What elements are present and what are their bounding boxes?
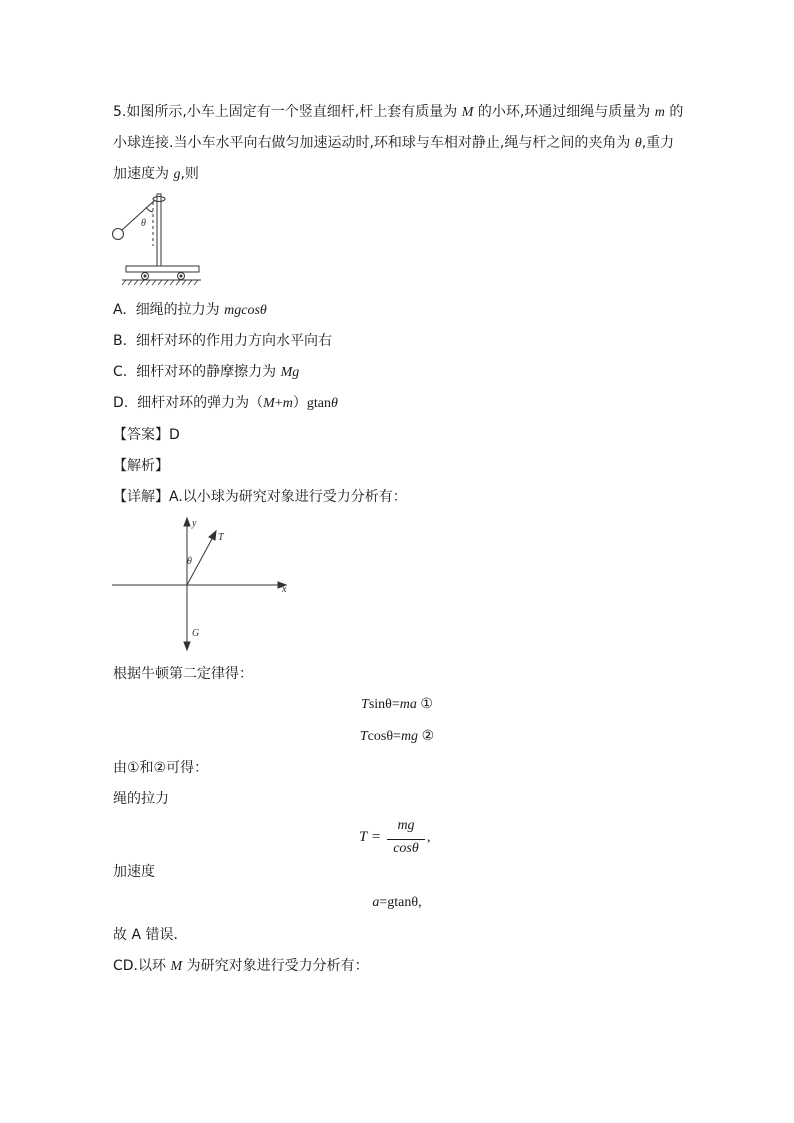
option-d-label: D. xyxy=(113,395,129,411)
y-axis-arrow xyxy=(184,518,190,526)
symbol-M: M xyxy=(461,105,474,120)
option-b-text: 细杆对环的作用力方向水平向右 xyxy=(135,333,332,349)
detail-text: A.以小球为研究对象进行受力分析有： xyxy=(169,489,407,505)
fraction-lhs: T = xyxy=(359,829,381,845)
equation-1: Tsinθ=ma ① xyxy=(361,697,433,712)
tension-label: T xyxy=(218,532,224,543)
tension-fraction: T = mg cosθ , xyxy=(359,818,431,856)
symbol-theta: θ xyxy=(634,136,642,151)
symbol-M: M xyxy=(263,396,275,411)
question-text: 加速度为 xyxy=(113,166,174,182)
ball xyxy=(113,229,124,240)
cart-pendulum-figure xyxy=(108,188,208,292)
analysis-label: 【解析】 xyxy=(113,458,169,474)
answer-line xyxy=(113,425,180,445)
fraction-numerator: mg xyxy=(397,818,415,833)
option-c-text: 细杆对环的静摩擦力为 xyxy=(136,364,281,380)
equation-2: Tcosθ=mg ② xyxy=(359,729,435,744)
cart-body xyxy=(126,266,199,272)
fraction-denominator: cosθ xyxy=(393,841,419,856)
question-line-1 xyxy=(113,102,683,123)
from-text: 由①和②可得： xyxy=(113,760,209,776)
newton-intro: 根据牛顿第二定律得： xyxy=(113,666,253,682)
option-a xyxy=(113,300,267,321)
symbol-m: m xyxy=(282,396,293,411)
cd-intro: CD.以环 M 为研究对象进行受力分析有： xyxy=(113,958,369,974)
detail-label: 【详解】 xyxy=(113,489,169,505)
answer-value: D xyxy=(169,427,180,443)
gravity-label: G xyxy=(192,628,200,639)
tension-arrow xyxy=(209,531,216,540)
plus-sign: + xyxy=(274,396,283,411)
theta-label: θ xyxy=(187,556,192,567)
ground-hatching xyxy=(122,280,198,285)
question-text: 的小环,环通过细绳与质量为 xyxy=(473,104,655,120)
equation-tag-1: ① xyxy=(416,697,433,712)
option-c xyxy=(113,362,299,383)
acceleration-equation: a=gtanθ, xyxy=(372,895,422,910)
option-c-math: Mg xyxy=(280,365,300,380)
symbol-theta: θ xyxy=(330,396,338,411)
question-text: ,重力 xyxy=(641,135,675,151)
conclusion-a: 故 A 错误． xyxy=(113,927,188,943)
option-a-text: 细绳的拉力为 xyxy=(135,302,225,318)
symbol-m: m xyxy=(654,105,665,120)
vertical-pole xyxy=(157,194,161,266)
question-text: 的 xyxy=(664,104,684,120)
acceleration-label: 加速度 xyxy=(113,864,155,880)
string xyxy=(122,200,155,230)
option-d xyxy=(113,393,338,414)
x-axis-label: x xyxy=(282,584,287,595)
option-a-math: mgcosθ xyxy=(224,303,267,318)
option-b xyxy=(113,331,332,351)
question-text: 小球连接.当小车水平向右做匀加速运动时,环和球与车相对静止,绳与杆之间的夹角为 xyxy=(113,135,635,151)
option-c-label: C. xyxy=(113,364,128,380)
gravity-arrow xyxy=(184,642,190,650)
detail-line xyxy=(113,487,407,507)
option-d-tail: ）gtan xyxy=(292,396,331,411)
y-axis-label: y xyxy=(192,518,197,529)
fraction-bar xyxy=(387,839,425,840)
option-a-label: A. xyxy=(113,302,127,318)
question-text: ,则 xyxy=(180,166,199,182)
symbol-M: M xyxy=(170,959,183,974)
tension-label: 绳的拉力 xyxy=(113,791,169,807)
force-diagram xyxy=(110,512,295,654)
equation-tag-2: ② xyxy=(418,729,435,744)
angle-arc xyxy=(146,207,153,212)
symbol-g: g xyxy=(173,167,181,182)
figure1-theta-label: θ xyxy=(141,218,146,229)
answer-label: 【答案】 xyxy=(113,427,169,443)
question-text: 5.如图所示,小车上固定有一个竖直细杆,杆上套有质量为 xyxy=(113,104,462,120)
question-line-2 xyxy=(113,133,674,154)
question-line-3 xyxy=(113,164,199,185)
option-d-text: 细杆对环的弹力为（ xyxy=(137,395,264,411)
option-b-label: B. xyxy=(113,333,128,349)
